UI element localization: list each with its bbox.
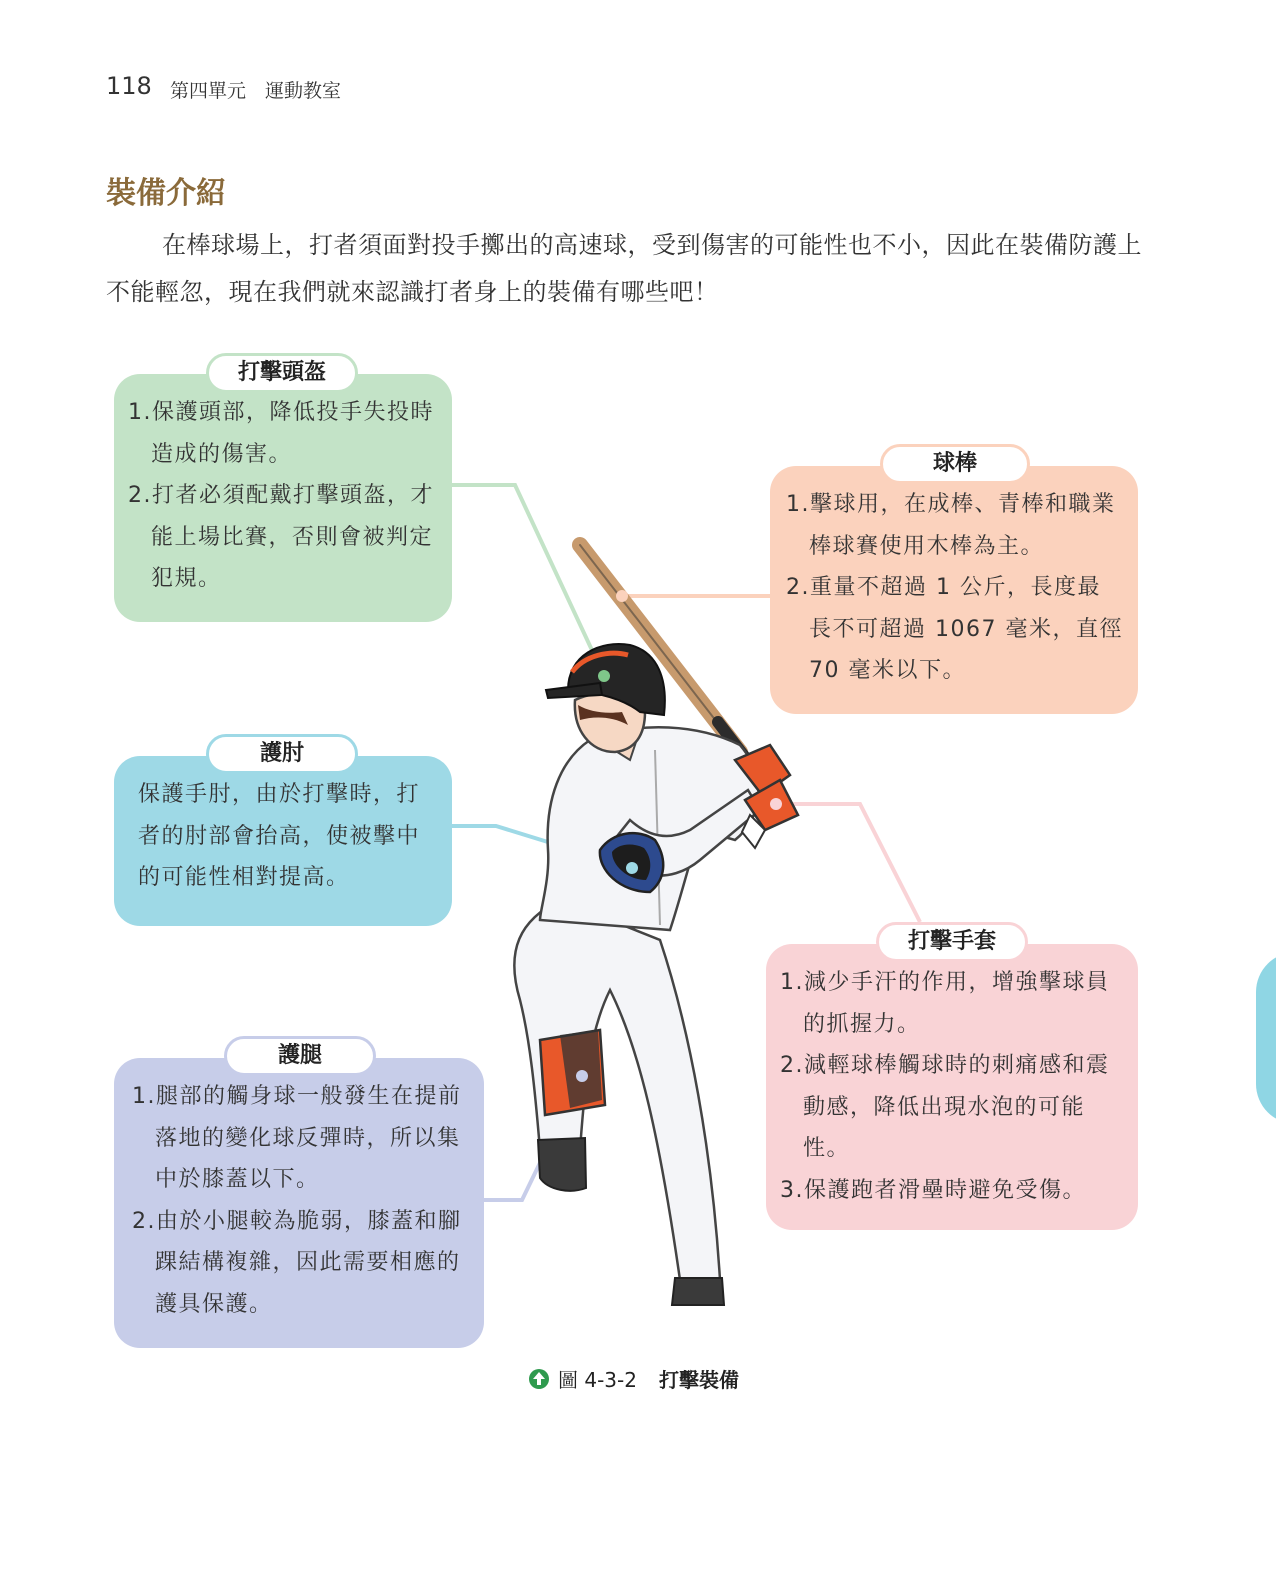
shoe-icon: [538, 1138, 586, 1191]
bat-callout: [770, 466, 1138, 714]
shoe-icon: [672, 1278, 724, 1305]
leg-item-1: 1.腿部的觸身球一般發生在提前落地的變化球反彈時，所以集中於膝蓋以下。: [132, 1084, 462, 1192]
batting-gloves-callout-title: 打擊手套: [876, 922, 1028, 962]
helmet-item-2: 2.打者必須配戴打擊頭盔，才能上場比賽，否則會被判定犯規。: [128, 483, 434, 591]
bat-callout-title: 球棒: [880, 444, 1030, 484]
batting-gloves-callout: [766, 944, 1138, 1230]
gloves-item-2: 2.減輕球棒觸球時的刺痛感和震動感，降低出現水泡的可能性。: [780, 1053, 1110, 1161]
gloves-item-3: 3.保護跑者滑壘時避免受傷。: [780, 1177, 1086, 1203]
gloves-item-1: 1.減少手汗的作用，增強擊球員的抓握力。: [780, 970, 1110, 1037]
gloves-connector: [776, 804, 920, 922]
page-number: 118: [106, 72, 152, 100]
figure-caption: [528, 1364, 739, 1393]
bat-item-2: 2.重量不超過 1 公斤，長度最長不可超過 1067 毫米，直徑 70 毫米以下。: [786, 575, 1123, 683]
figure-marker-icon: [528, 1368, 550, 1390]
leg-guard-callout-title: 護腿: [224, 1036, 376, 1076]
helmet-item-1: 1.保護頭部，降低投手失投時造成的傷害。: [128, 400, 434, 467]
helmet-connector: [452, 485, 604, 676]
chapter-side-tab: [1256, 952, 1276, 1124]
elbow-guard-callout: [114, 756, 452, 926]
elbow-guard-text: 保護手肘，由於打擊時，打者的肘部會抬高，使被擊中的可能性相對提高。: [138, 782, 421, 890]
helmet-callout: [114, 374, 452, 622]
leg-item-2: 2.由於小腿較為脆弱，膝蓋和腳踝結構複雜，因此需要相應的護具保護。: [132, 1208, 462, 1317]
leg-guard-callout: [114, 1058, 484, 1348]
helmet-callout-title: 打擊頭盔: [206, 353, 358, 393]
bat-item-1: 1.擊球用，在成棒、青棒和職業棒球賽使用木棒為主。: [786, 492, 1116, 559]
figure-title: 打擊裝備: [658, 1368, 739, 1392]
figure-number: 圖 4-3-2: [558, 1368, 637, 1392]
intro-paragraph: 在棒球場上，打者須面對投手擲出的高速球，受到傷害的可能性也不小，因此在裝備防護上不能輕忽，現在我們就來認識打者身上的裝備有哪些吧！: [106, 231, 1142, 306]
elbow-guard-callout-title: 護肘: [206, 734, 358, 774]
section-title: 裝備介紹: [106, 176, 226, 211]
unit-title: 第四單元 運動教室: [170, 80, 342, 102]
